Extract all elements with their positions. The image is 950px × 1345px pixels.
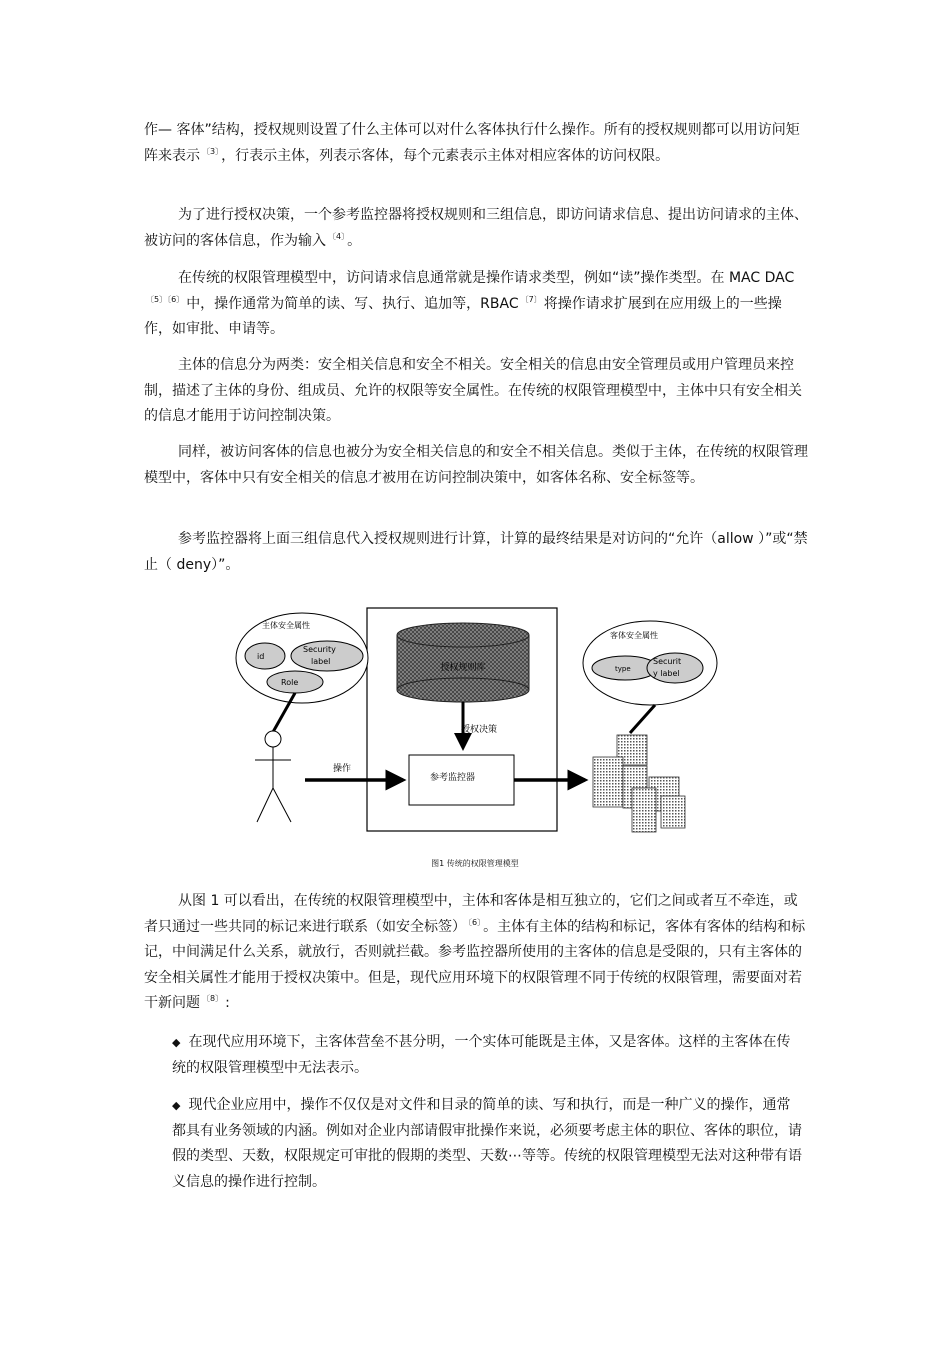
decision-label: 授权决策 <box>461 725 498 735</box>
citation-ref: 〔8〕 <box>202 994 224 1004</box>
figure-traditional-access-model <box>225 600 720 880</box>
citation-ref: 〔3〕 <box>202 146 220 156</box>
paragraph-6: 参考监控器将上面三组信息代入授权规则进行计算，计算的最终结果是对访问的“允许（allow ）”或“禁止（ deny）”。 <box>144 531 808 573</box>
paragraph-7-tail: 。主体有主体的结构和标记，客体有客体的结构和标记，中间满足什么关系，就放行，否则就拦截。参考监控器所使用的主客体的信息是受限的，只有主客体的安全相关属性才能用于授权决策中。但是，现代应用环境下的权限管理不同于传统的权限管理，需要面对若干新问题 <box>144 918 806 1011</box>
rules-db-label: 授权规则库 <box>440 663 486 673</box>
monitor-label: 参考监控器 <box>430 773 476 783</box>
paragraph-2-tail: 。 <box>347 232 362 249</box>
paragraph-2-text: 为了进行授权决策，一个参考监控器将授权规则和三组信息，即访问请求信息、提出访问请求的主体、被访问的客体信息，作为输入 <box>144 207 808 249</box>
paragraph-1 <box>144 118 809 169</box>
citation-ref: 〔6〕 <box>468 917 482 927</box>
paragraph-3-mid: 中，操作通常为简单的读、写、执行、追加等，RBAC <box>186 295 519 312</box>
object-type-label: type <box>615 665 631 673</box>
paragraph-7-tail2: : <box>225 995 230 1011</box>
bullet-item-2-text: 现代企业应用中，操作不仅仅是对文件和目录的简单的读、写和执行，而是一种广义的操作，通常都具有业务领域的内涵。例如对企业内部请假审批操作来说，必须要考虑主体的职位、客体的职位，请假的类型、天数，权限规定可审批的假期的类型、天数⋯等等。传统的权限管理模型无法对这种带有语义信息的操作进行控制。 <box>172 1097 802 1190</box>
citation-ref: 〔7〕 <box>520 294 542 304</box>
citation-ref: 〔4〕 <box>328 231 346 241</box>
paragraph-3-tail: 将操作请求扩展到在应用级上的一些操作，如审批、申请等。 <box>144 295 782 337</box>
subject-id-label: id <box>257 652 265 661</box>
subject-role-label: Role <box>281 678 299 687</box>
citation-ref: 〔5〕〔6〕 <box>146 294 185 304</box>
bullet-diamond-icon: ◆ <box>172 1099 181 1112</box>
object-security-label-1: Securit <box>653 657 682 666</box>
object-documents-icon <box>593 735 685 832</box>
paragraph-5: 同样，被访问客体的信息也被分为安全相关信息的和安全不相关信息。类似于主体，在传统的权限管理模型中，客体中只有安全相关的信息才被用在访问控制决策中，如客体名称、安全标签等。 <box>144 444 808 486</box>
subject-security-label-2: label <box>311 657 331 666</box>
paragraph-7-text: 从图 1 可以看出，在传统的权限管理模型中，主体和客体是相互独立的，它们之间或者互不牵连，或者只通过一些共同的标记来进行联系（如安全标签） <box>144 893 798 935</box>
paragraph-1-text: 作— 客体”结构，授权规则设置了什么主体可以对什么客体执行什么操作。所有的授权规则都可以用访问矩阵来表示 <box>144 122 800 164</box>
paragraph-1-tail: ，行表示主体，列表示客体，每个元素表示主体对相应客体的访问权限。 <box>221 147 670 164</box>
object-attrs-title: 客体安全属性 <box>610 631 658 640</box>
bullet-diamond-icon: ◆ <box>172 1036 181 1049</box>
figure-caption: 图1 传统的权限管理模型 <box>431 859 519 868</box>
bullet-item-2 <box>172 1093 802 1195</box>
bullet-item-1-text: 在现代应用环境下，主客体营垒不甚分明，一个实体可能既是主体，又是客体。这样的主客体在传统的权限管理模型中无法表示。 <box>172 1034 791 1076</box>
paragraph-3-text: 在传统的权限管理模型中，访问请求信息通常就是操作请求类型，例如“读”操作类型。在 MAC DAC <box>178 270 795 286</box>
bullet-item-1 <box>172 1030 802 1081</box>
paragraph-4: 主体的信息分为两类：安全相关信息和安全不相关。安全相关的信息由安全管理员或用户管理员来控制，描述了主体的身份、组成员、允许的权限等安全属性。在传统的权限管理模型中，主体中只有安全相关的信息才能用于访问控制决策。 <box>144 357 802 424</box>
paragraph-2 <box>144 203 809 254</box>
object-security-label-2: y label <box>653 669 680 678</box>
paragraph-7 <box>144 889 809 1017</box>
operation-label: 操作 <box>333 764 352 774</box>
subject-person-icon <box>255 731 291 822</box>
subject-attrs-title: 主体安全属性 <box>262 621 310 630</box>
subject-security-label-1: Security <box>303 645 336 654</box>
paragraph-3 <box>144 266 809 343</box>
